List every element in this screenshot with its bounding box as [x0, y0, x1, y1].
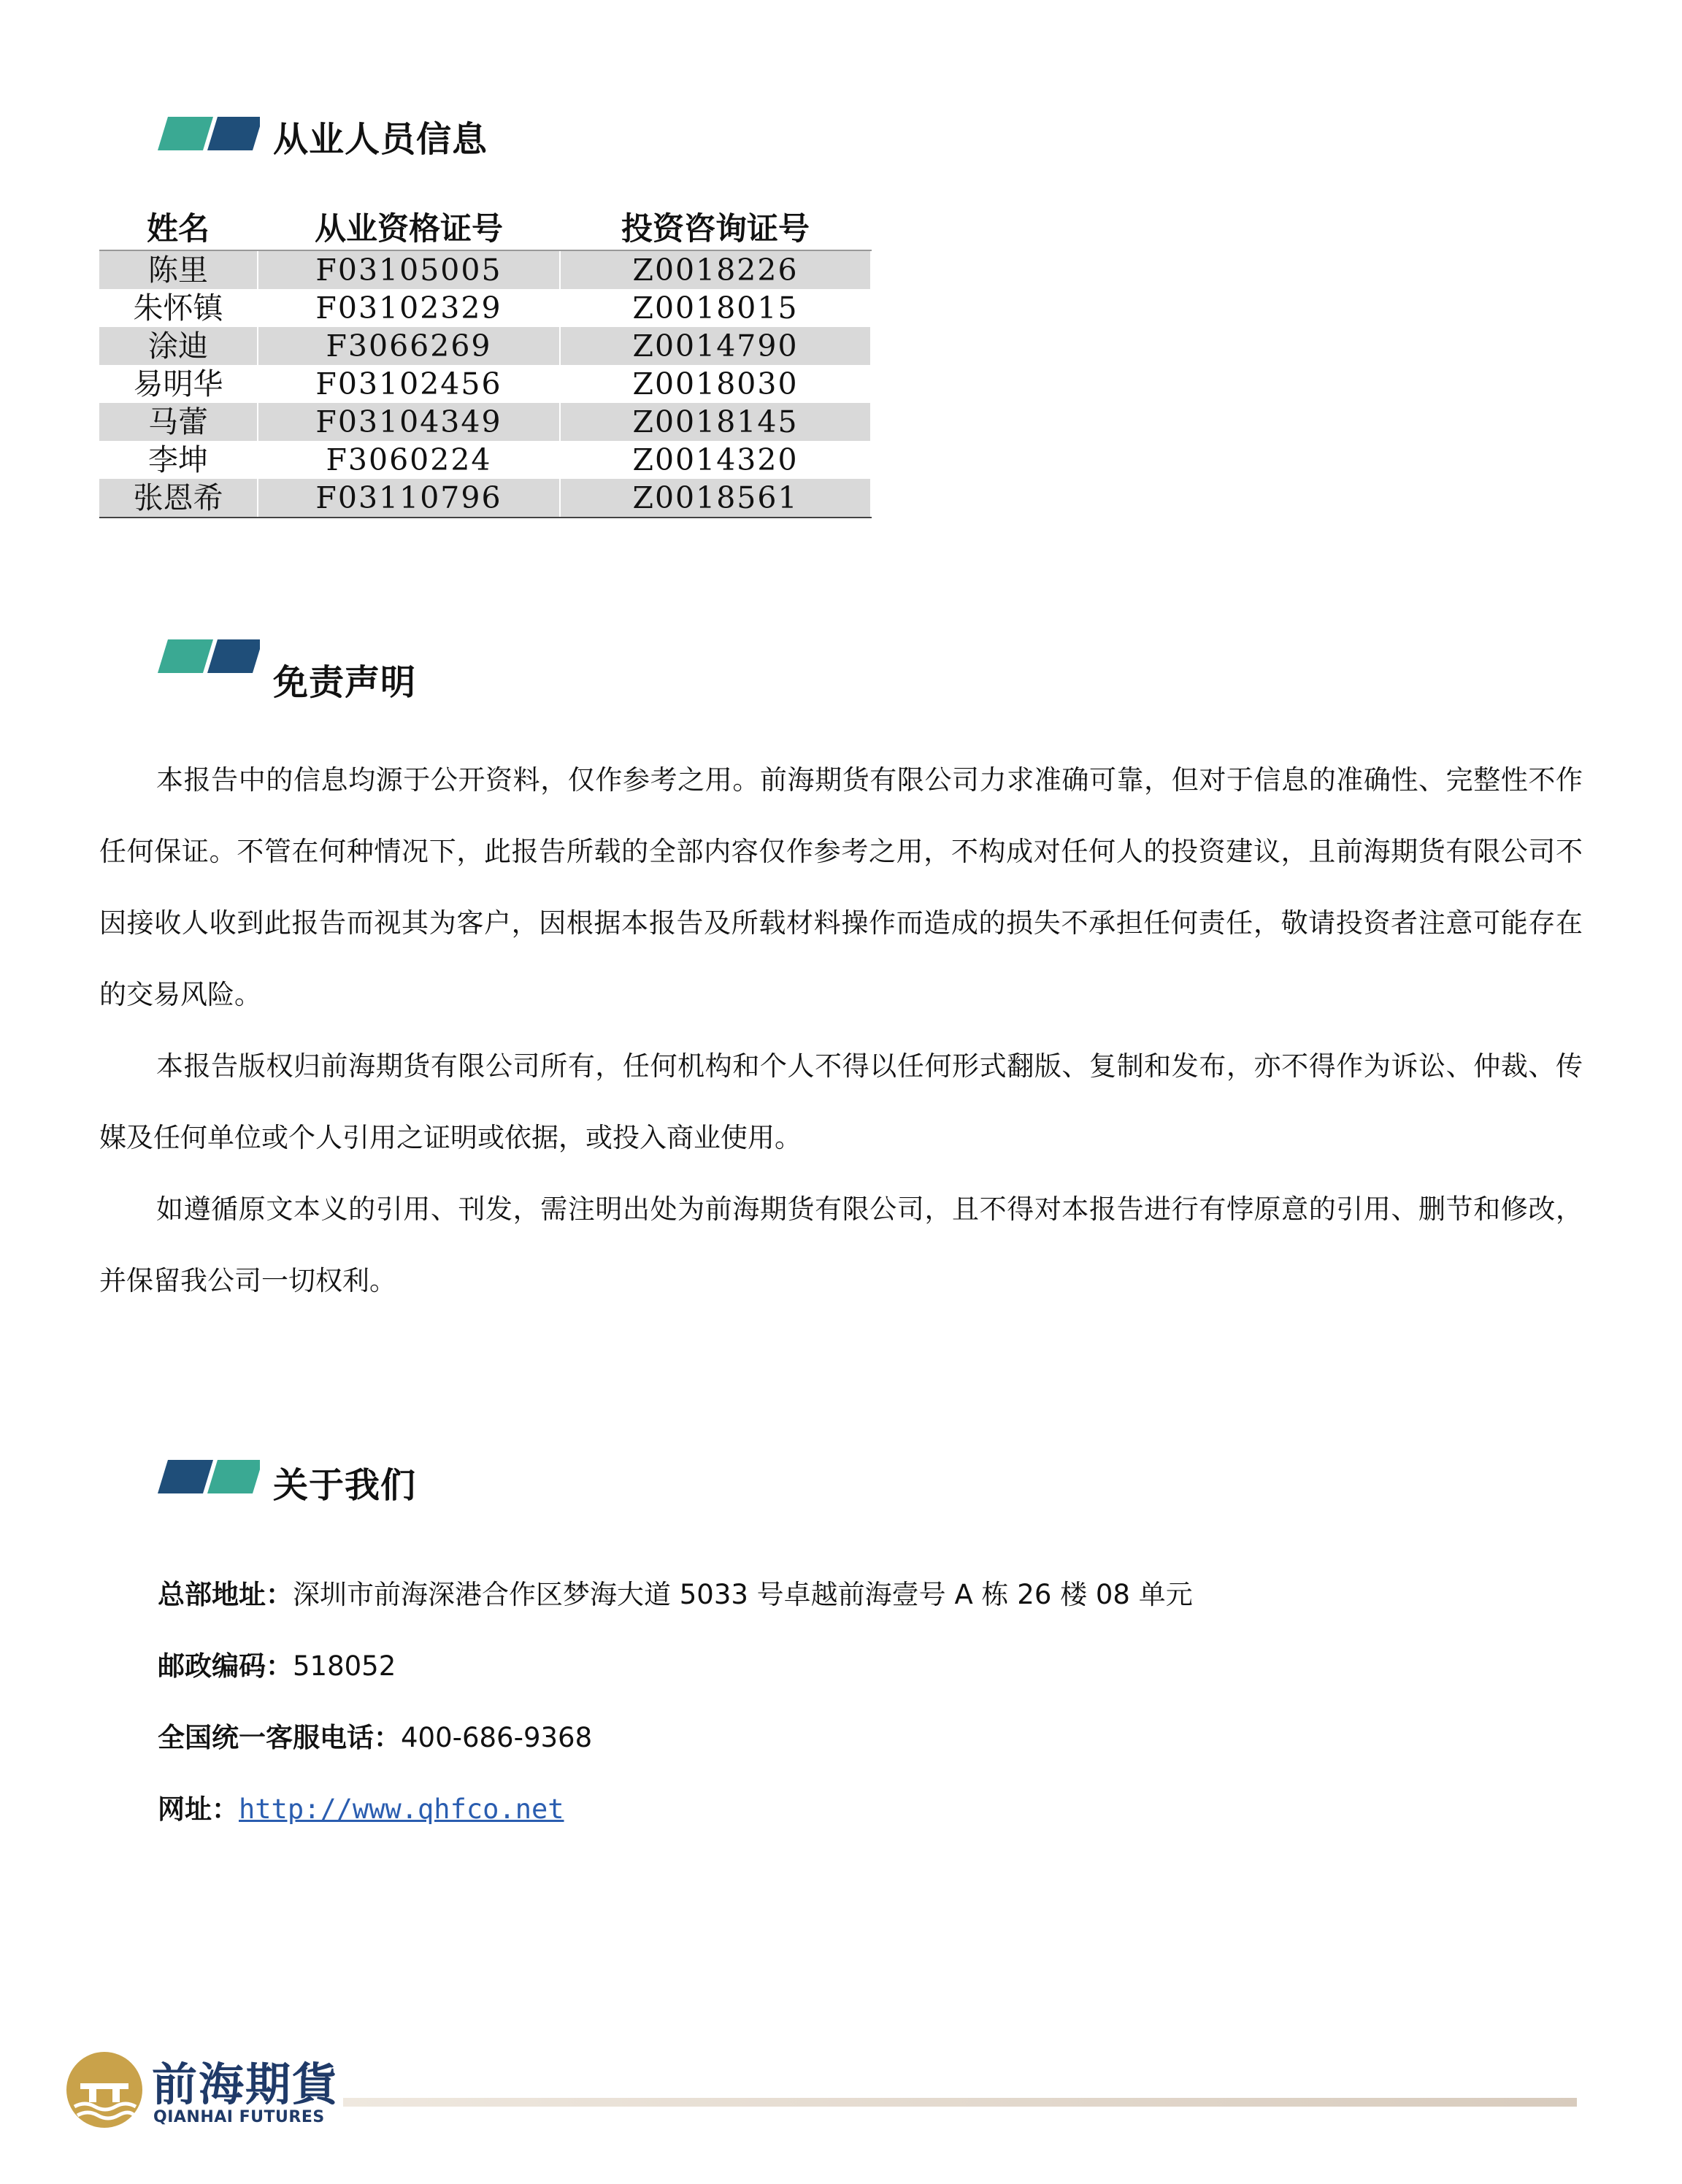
address-value: 深圳市前海深港合作区梦海大道 5033 号卓越前海壹号 A 栋 26 楼 08 单元 [293, 1579, 1193, 1610]
staff-license-no: F03102329 [258, 289, 560, 327]
postcode-value: 518052 [293, 1650, 396, 1682]
staff-name: 涂迪 [99, 327, 258, 365]
staff-license-no: F03102456 [258, 365, 560, 403]
about-body [158, 1559, 1545, 1845]
disclaimer-paragraph: 本报告中的信息均源于公开资料，仅作参考之用。前海期货有限公司力求准确可靠，但对于信息的准确性、完整性不作任何保证。不管在何种情况下，此报告所载的全部内容仅作参考之用，不构成对任何人的投资建议，且前海期货有限公司不因接收人收到此报告而视其为客户，因根据本报告及所载材料操作而造成的损失不承担任何责任，敬请投资者注意可能存在的交易风险。 [99, 764, 1583, 1010]
website-row [158, 1774, 1545, 1845]
logo-chinese-name: 前海期貨 [152, 2058, 339, 2111]
staff-license-no: F03105005 [258, 250, 560, 289]
footer-divider [343, 2098, 1577, 2107]
staff-consult-no: Z0018226 [560, 250, 871, 289]
staff-license-no: F3060224 [258, 441, 560, 479]
table-row [99, 327, 871, 365]
staff-name: 李坤 [99, 441, 258, 479]
header-consult-license: 投资咨询证号 [560, 209, 871, 250]
website-link[interactable]: http://www.qhfco.net [239, 1793, 564, 1825]
address-label: 总部地址： [158, 1579, 293, 1610]
website-label: 网址： [158, 1793, 239, 1825]
section-bar-icon [158, 1453, 260, 1495]
header-license: 从业资格证号 [258, 209, 560, 250]
disclaimer-section-title: 免责声明 [273, 662, 417, 703]
disclaimer-body [99, 745, 1583, 1317]
table-row [99, 250, 871, 289]
phone-value: 400-686-9368 [401, 1722, 593, 1753]
table-row [99, 441, 871, 479]
section-bar-icon [158, 109, 260, 152]
staff-table [99, 209, 872, 518]
staff-consult-no: Z0014790 [560, 327, 871, 365]
table-row [99, 479, 871, 518]
disclaimer-paragraph: 如遵循原文本义的引用、刊发，需注明出处为前海期货有限公司，且不得对本报告进行有悖原意的引用、删节和修改，并保留我公司一切权利。 [99, 1193, 1583, 1296]
header-name: 姓名 [99, 209, 258, 250]
staff-consult-no: Z0014320 [560, 441, 871, 479]
staff-consult-no: Z0018030 [560, 365, 871, 403]
section-bar-icon [158, 632, 260, 674]
postcode-label: 邮政编码： [158, 1650, 293, 1682]
staff-license-no: F03104349 [258, 403, 560, 441]
staff-license-no: F03110796 [258, 479, 560, 518]
staff-name: 朱怀镇 [99, 289, 258, 327]
table-row [99, 403, 871, 441]
staff-name: 马蕾 [99, 403, 258, 441]
table-row [99, 365, 871, 403]
phone-label: 全国统一客服电话： [158, 1722, 401, 1753]
disclaimer-paragraph: 本报告版权归前海期货有限公司所有，任何机构和个人不得以任何形式翻版、复制和发布，亦不得作为诉讼、仲裁、传媒及任何单位或个人引用之证明或依据，或投入商业使用。 [99, 1050, 1583, 1153]
staff-name: 易明华 [99, 365, 258, 403]
postcode-row [158, 1631, 1545, 1702]
staff-name: 张恩希 [99, 479, 258, 518]
staff-license-no: F3066269 [258, 327, 560, 365]
address-row [158, 1559, 1545, 1631]
company-logo [64, 2047, 342, 2134]
staff-name: 陈里 [99, 250, 258, 289]
logo-emblem-icon [64, 2050, 145, 2130]
logo-english-name: QIANHAI FUTURES [153, 2108, 325, 2126]
table-header-row [99, 209, 871, 250]
staff-section-title: 从业人员信息 [273, 119, 488, 160]
phone-row [158, 1702, 1545, 1774]
about-section-title: 关于我们 [273, 1465, 417, 1506]
staff-consult-no: Z0018145 [560, 403, 871, 441]
staff-consult-no: Z0018561 [560, 479, 871, 518]
table-row [99, 289, 871, 327]
staff-consult-no: Z0018015 [560, 289, 871, 327]
